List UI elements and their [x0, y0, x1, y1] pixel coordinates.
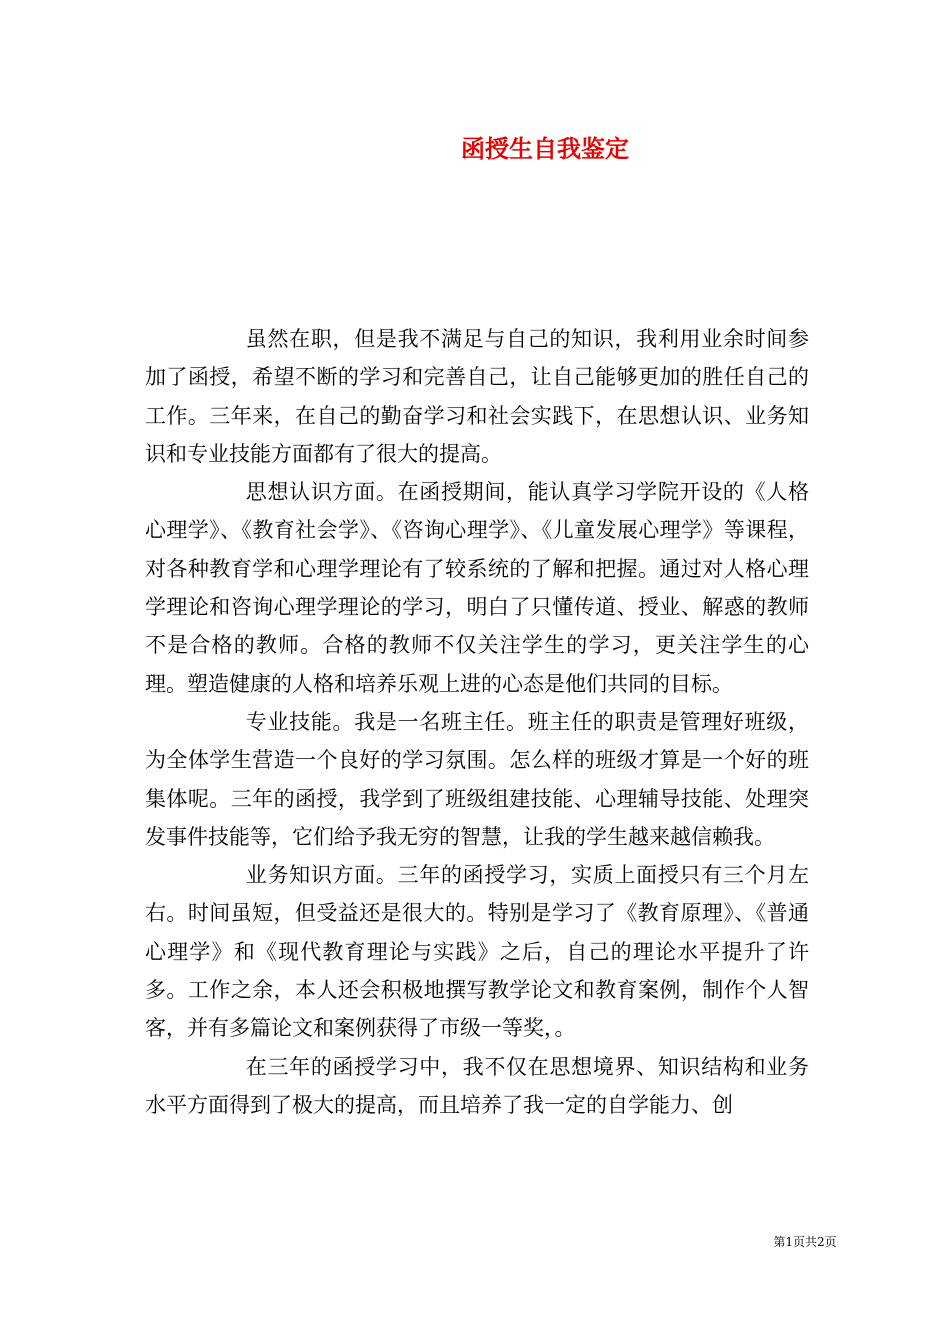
paragraph-intro: 虽然在职，但是我不满足与自己的知识，我利用业余时间参加了函授，希望不断的学习和完善自己，让自己能够更加的胜任自己的工作。三年来，在自己的勤奋学习和社会实践下，在思想认识、业务知识和专业技能方面都有了很大的提高。 — [145, 327, 809, 466]
document-body — [145, 320, 809, 1124]
page-number: 第1页共2页 — [773, 1235, 837, 1249]
paragraph-summary: 在三年的函授学习中，我不仅在思想境界、知识结构和业务水平方面得到了极大的提高，而且培养了我一定的自学能力、创 — [145, 1054, 809, 1117]
page-title: 函授生自我鉴定 — [461, 134, 629, 163]
paragraph-knowledge: 业务知识方面。三年的函授学习，实质上面授只有三个月左右。时间虽短，但受益还是很大的。特别是学习了《教育原理》、《普通心理学》和《现代教育理论与实践》之后，自己的理论水平提升了许多。工作之余，本人还会积极地撰写教学论文和教育案例，制作个人智客，并有多篇论文和案例获得了市级一等奖，。 — [145, 863, 809, 1041]
paragraph-skills: 专业技能。我是一名班主任。班主任的职责是管理好班级，为全体学生营造一个良好的学习氛围。怎么样的班级才算是一个好的班集体呢。三年的函授，我学到了班级组建技能、心理辅导技能、处理突发事件技能等，它们给予我无穷的智慧，让我的学生越来越信赖我。 — [145, 709, 809, 849]
paragraph-thought: 思想认识方面。在函授期间，能认真学习学院开设的《人格心理学》、《教育社会学》、《咨询心理学》、《儿童发展心理学》等课程，对各种教育学和心理学理论有了较系统的了解和把握。通过对人格心理学理论和咨询心理学理论的学习，明白了只懂传道、授业、解惑的教师不是合格的教师。合格的教师不仅关注学生的学习，更关注学生的心理。塑造健康的人格和培养乐观上进的心态是他们共同的目标。 — [145, 480, 809, 696]
